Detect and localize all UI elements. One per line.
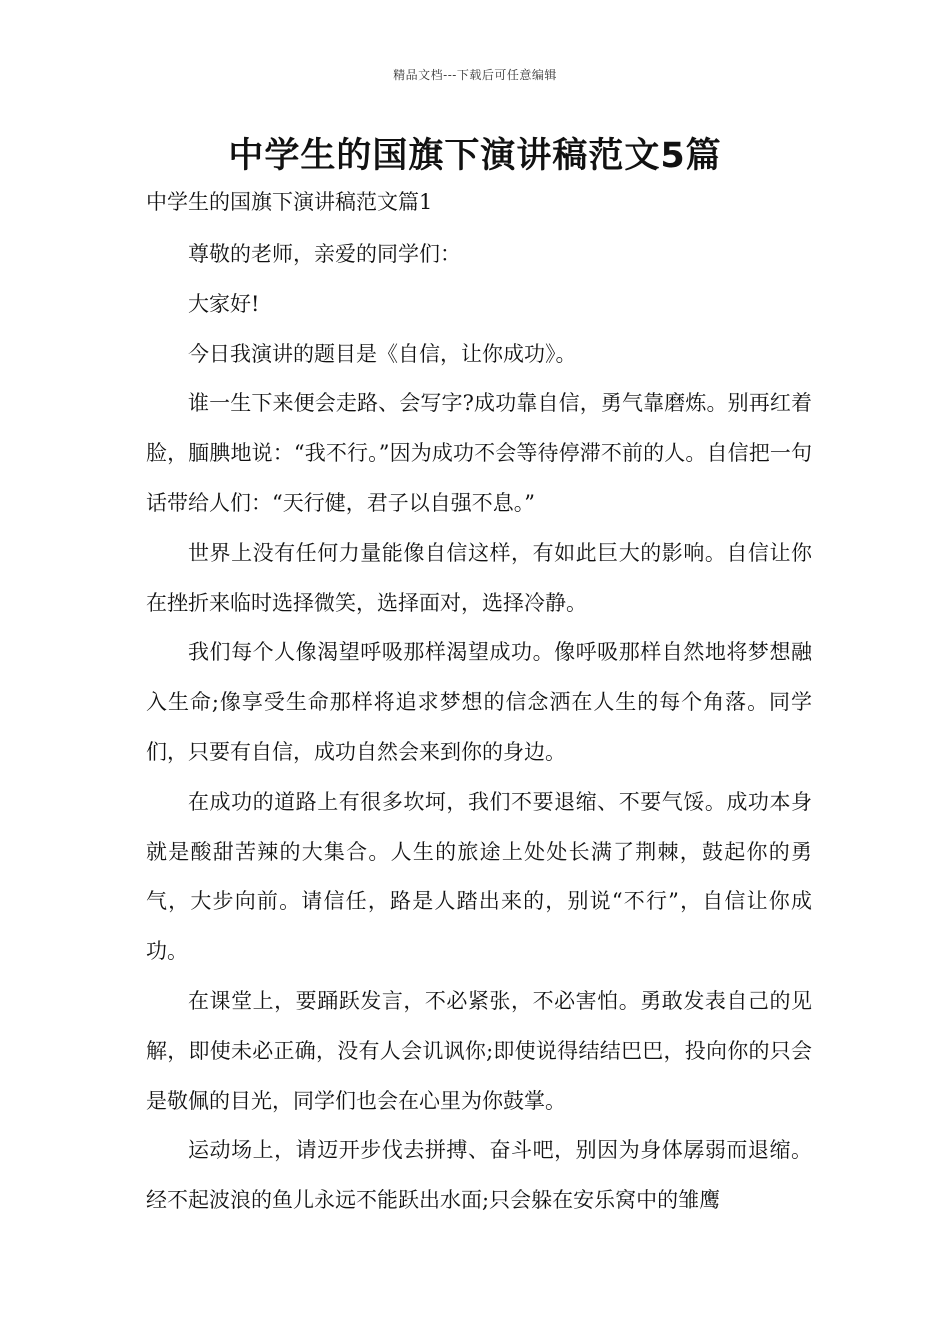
- paragraph: 我们每个人像渴望呼吸那样渴望成功。像呼吸那样自然地将梦想融入生命;像享受生命那样将追求梦想的信念洒在人生的每个角落。同学们，只要有自信，成功自然会来到你的身边。: [146, 640, 812, 764]
- paragraph: 今日我演讲的题目是《自信，让你成功》。: [188, 341, 577, 366]
- paragraph: 在成功的道路上有很多坎坷，我们不要退缩、不要气馁。成功本身就是酸甜苦辣的大集合。人生的旅途上处处长满了荆棘，鼓起你的勇气，大步向前。请信任，路是人踏出来的，别说“不行”，自信让你成功。: [146, 789, 812, 964]
- paragraph: 运动场上，请迈开步伐去拼搏、奋斗吧，别因为身体孱弱而退缩。经不起波浪的鱼儿永远不能跃出水面;只会躲在安乐窝中的雏鹰: [146, 1138, 812, 1213]
- header-note: 精品文档---下载后可任意编辑: [393, 68, 557, 82]
- body-text: [146, 230, 812, 1226]
- paragraph: 在课堂上，要踊跃发言，不必紧张，不必害怕。勇敢发表自己的见解，即使未必正确，没有人会讥讽你;即使说得结结巴巴，投向你的只会是敬佩的目光，同学们也会在心里为你鼓掌。: [146, 988, 812, 1113]
- document-title: 中学生的国旗下演讲稿范文5篇: [228, 136, 722, 176]
- paragraph: 大家好!: [188, 291, 260, 316]
- paragraph: 世界上没有任何力量能像自信这样，有如此巨大的影响。自信让你在挫折来临时选择微笑，选择面对，选择冷静。: [146, 540, 812, 615]
- section-heading: 中学生的国旗下演讲稿范文篇1: [146, 190, 433, 214]
- paragraph: 尊敬的老师，亲爱的同学们：: [188, 242, 461, 266]
- paragraph: 谁一生下来便会走路、会写字?成功靠自信，勇气靠磨炼。别再红着脸，腼腆地说：“我不行。”因为成功不会等待停滞不前的人。自信把一句话带给人们：“天行健，君子以自强不息。”: [146, 391, 812, 515]
